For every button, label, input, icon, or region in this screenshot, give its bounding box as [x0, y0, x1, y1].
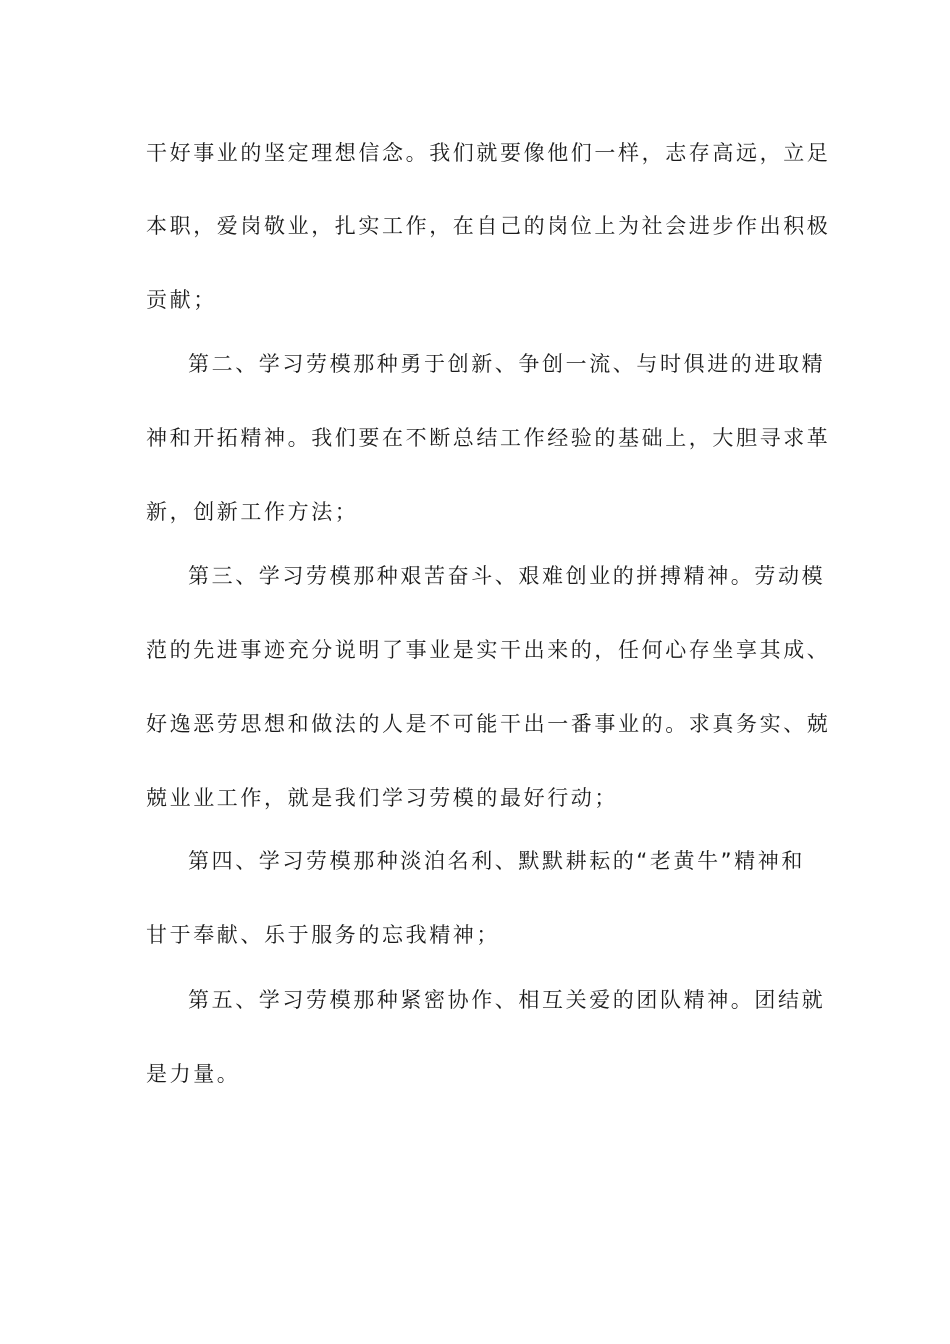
paragraph-line-11: 第四、学习劳模那种淡泊名利、默默耕耘的“老黄牛”精神和	[188, 849, 805, 873]
paragraph-line-3: 贡献；	[146, 288, 217, 312]
paragraph-line-14: 是力量。	[146, 1062, 241, 1086]
paragraph-line-5: 神和开拓精神。我们要在不断总结工作经验的基础上，大胆寻求革	[146, 426, 831, 450]
paragraph-line-10: 兢业业工作，就是我们学习劳模的最好行动；	[146, 786, 618, 810]
paragraph-line-7: 第三、学习劳模那种艰苦奋斗、艰难创业的拼搏精神。劳动模	[188, 564, 826, 588]
paragraph-line-4: 第二、学习劳模那种勇于创新、争创一流、与时俱进的进取精	[188, 352, 826, 376]
paragraph-line-8: 范的先进事迹充分说明了事业是实干出来的，任何心存坐享其成、	[146, 638, 831, 662]
paragraph-line-6: 新，创新工作方法；	[146, 500, 359, 524]
paragraph-line-9: 好逸恶劳思想和做法的人是不可能干出一番事业的。求真务实、兢	[146, 712, 831, 736]
paragraph-line-13: 第五、学习劳模那种紧密协作、相互关爱的团队精神。团结就	[188, 988, 826, 1012]
paragraph-line-1: 干好事业的坚定理想信念。我们就要像他们一样，志存高远，立足	[146, 141, 831, 165]
paragraph-line-2: 本职，爱岗敬业，扎实工作，在自己的岗位上为社会进步作出积极	[146, 214, 831, 238]
paragraph-line-12: 甘于奉献、乐于服务的忘我精神；	[146, 923, 500, 947]
